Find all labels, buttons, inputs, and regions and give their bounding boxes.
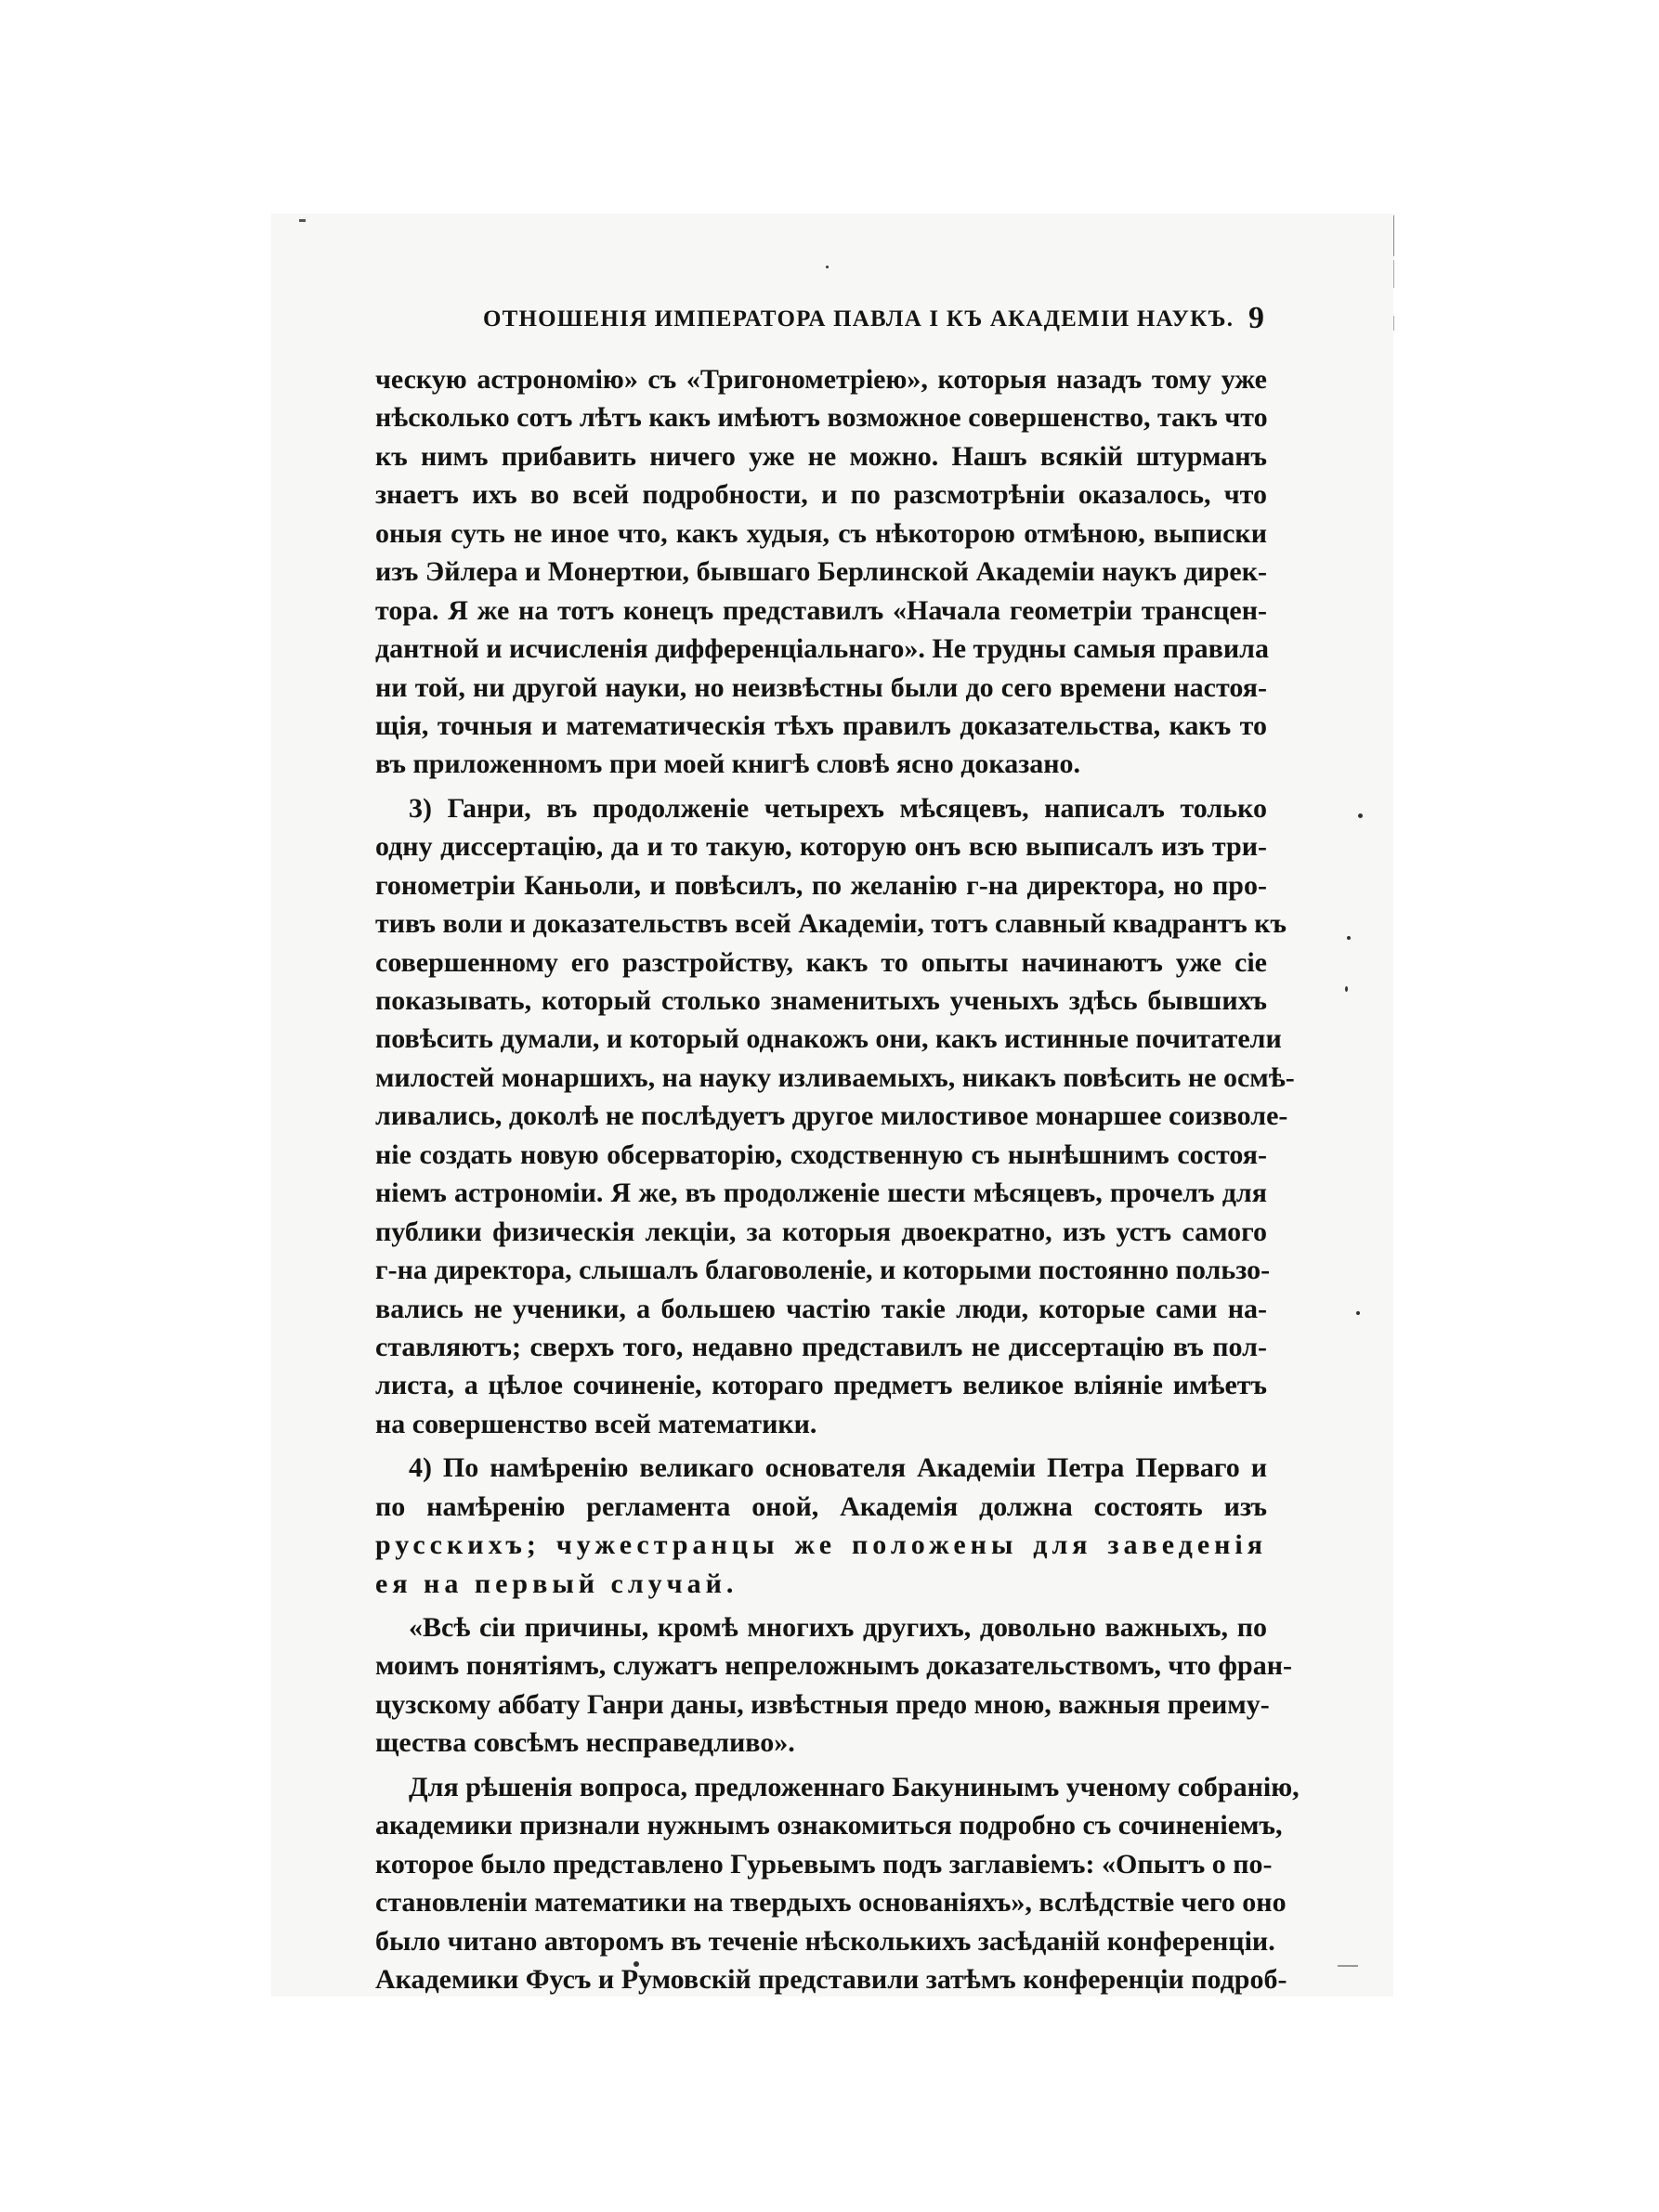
text-line: моимъ понятіямъ, служатъ непреложнымъ доказательствомъ, что фран- [375, 1650, 1292, 1682]
text-line: ческую астрономію» съ «Тригонометріею», которыя назадъ тому уже [375, 364, 1267, 395]
text-line: 3) Ганри, въ продолженіе четырехъ мѣсяцевъ, написалъ только [409, 792, 1267, 824]
text-line: изъ Эйлера и Монертюи, бывшаго Берлинской Академіи наукъ дирек- [375, 556, 1267, 588]
scan-mark-top-left [299, 219, 306, 222]
scan-edge-line-right-lower [1393, 260, 1394, 288]
text-line: дантной и исчисленія дифференціальнаго». Не трудны самыя правила [375, 633, 1269, 665]
text-line: академики признали нужнымъ ознакомиться подробно съ сочиненіемъ, [375, 1810, 1283, 1841]
scan-edge-line-right-small [1393, 316, 1394, 331]
text-line: по намѣренію регламента оной, Академія должна состоять изъ [375, 1490, 1267, 1522]
scan-dot-right-3 [1345, 986, 1348, 992]
text-line: публики физическія лекціи, за которыя двоекратно, изъ устъ самого [375, 1216, 1267, 1247]
text-line: на совершенство всей математики. [375, 1408, 817, 1439]
text-line: цузскому аббату Ганри даны, извѣстныя предо мною, важныя преиму- [375, 1688, 1270, 1720]
text-line: которое было представлено Гурьевымъ подъ заглавіемъ: «Опытъ о по- [375, 1848, 1273, 1880]
text-line: русскихъ; чужестранцы же положены для заведенія [375, 1529, 1267, 1561]
text-line: щія, точныя и математическія тѣхъ правилъ доказательства, какъ то [375, 709, 1267, 741]
text-line: къ нимъ прибавить ничего уже не можно. Нашъ всякій штурманъ [375, 440, 1267, 472]
text-line: въ приложенномъ при моей книгѣ словѣ ясно доказано. [375, 748, 1081, 780]
paragraph [375, 1608, 1292, 1763]
text-line: нѣсколько сотъ лѣтъ какъ имѣютъ возможное совершенство, такъ что [375, 402, 1268, 434]
text-line: тивъ воли и доказательствъ всей Академіи, тотъ славный квадрантъ къ [375, 908, 1287, 940]
text-line: «Всѣ сіи причины, кромѣ многихъ другихъ, довольно важныхъ, по [409, 1612, 1267, 1643]
text-line: ни той, ни другой науки, но неизвѣстны были до сего времени настоя- [375, 671, 1267, 703]
scan-dot-right-4 [1356, 1311, 1360, 1315]
text-line: листа, а цѣлое сочиненіе, котораго предметъ великое вліяніе имѣетъ [375, 1370, 1267, 1401]
text-line: было читано авторомъ въ теченіе нѣсколькихъ засѣданій конференціи. [375, 1925, 1275, 1957]
scan-dot-top [826, 266, 829, 268]
text-line: ея на первый случай. [375, 1568, 738, 1599]
text-line: ставляютъ; сверхъ того, недавно представилъ не диссертацію въ пол- [375, 1331, 1267, 1362]
text-line: показывать, который столько знаменитыхъ ученыхъ здѣсь бывшихъ [375, 985, 1267, 1016]
text-line: тора. Я же на тотъ конецъ представилъ «Начала геометріи трансцен- [375, 594, 1267, 626]
paragraph [375, 1449, 1267, 1603]
text-line: оныя суть не иное что, какъ худыя, съ нѣкоторою отмѣною, выписки [375, 517, 1267, 549]
paragraph [375, 1768, 1300, 1999]
body-text [375, 360, 1300, 1998]
running-title: ОТНОШЕНІЯ ИМПЕРАТОРА ПАВЛА I КЪ АКАДЕМІИ НАУКЪ. [483, 306, 1234, 332]
scan-dot-right-2 [1347, 936, 1351, 940]
scan-edge-line-right [1393, 215, 1394, 256]
scan-mark-bottom-right [1338, 1965, 1358, 1967]
text-line: вались не ученики, а большею частію такіе люди, которые сами на- [375, 1293, 1267, 1324]
text-line: одну диссертацію, да и то такую, которую онъ всю выписалъ изъ три- [375, 831, 1267, 863]
text-line: ніе создать новую обсерваторію, сходственную съ нынѣшнимъ состоя- [375, 1139, 1267, 1170]
paragraph [375, 360, 1267, 784]
text-line: ніемъ астрономіи. Я же, въ продолженіе шести мѣсяцевъ, прочелъ для [375, 1178, 1267, 1209]
running-head [483, 301, 1264, 344]
paragraph [375, 789, 1295, 1443]
scan-dot-right-1 [1358, 813, 1363, 818]
text-line: повѣсить думали, и который однакожъ они, какъ истинные почитатели [375, 1023, 1282, 1055]
text-line: 4) По намѣренію великаго основателя Академіи Петра Перваго и [409, 1452, 1267, 1484]
page-number: 9 [1248, 301, 1264, 335]
text-line: совершенному его разстройству, какъ то опыты начинаютъ уже сіе [375, 946, 1267, 978]
text-line: Академики Фусъ и Румовскій представили затѣмъ конференціи подроб- [375, 1963, 1287, 1995]
text-line: гонометріи Каньоли, и повѣсилъ, по желанію г-на директора, но про- [375, 869, 1267, 901]
text-line: Для рѣшенія вопроса, предложеннаго Бакунинымъ ученому собранію, [409, 1771, 1300, 1802]
text-line: щества совсѣмъ несправедливо». [375, 1727, 795, 1759]
text-line: милостей монаршихъ, на науку изливаемыхъ, никакъ повѣсить не осмѣ- [375, 1061, 1295, 1093]
text-line: г-на директора, слышалъ благоволеніе, и которыми постоянно пользо- [375, 1255, 1271, 1286]
text-line: ливались, доколѣ не послѣдуетъ другое милостивое монаршее соизволе- [375, 1100, 1288, 1132]
text-line: знаетъ ихъ во всей подробности, и по разсмотрѣніи оказалось, что [375, 479, 1267, 511]
text-line: становленіи математики на твердыхъ основаніяхъ», вслѣдствіе чего оно [375, 1887, 1287, 1919]
